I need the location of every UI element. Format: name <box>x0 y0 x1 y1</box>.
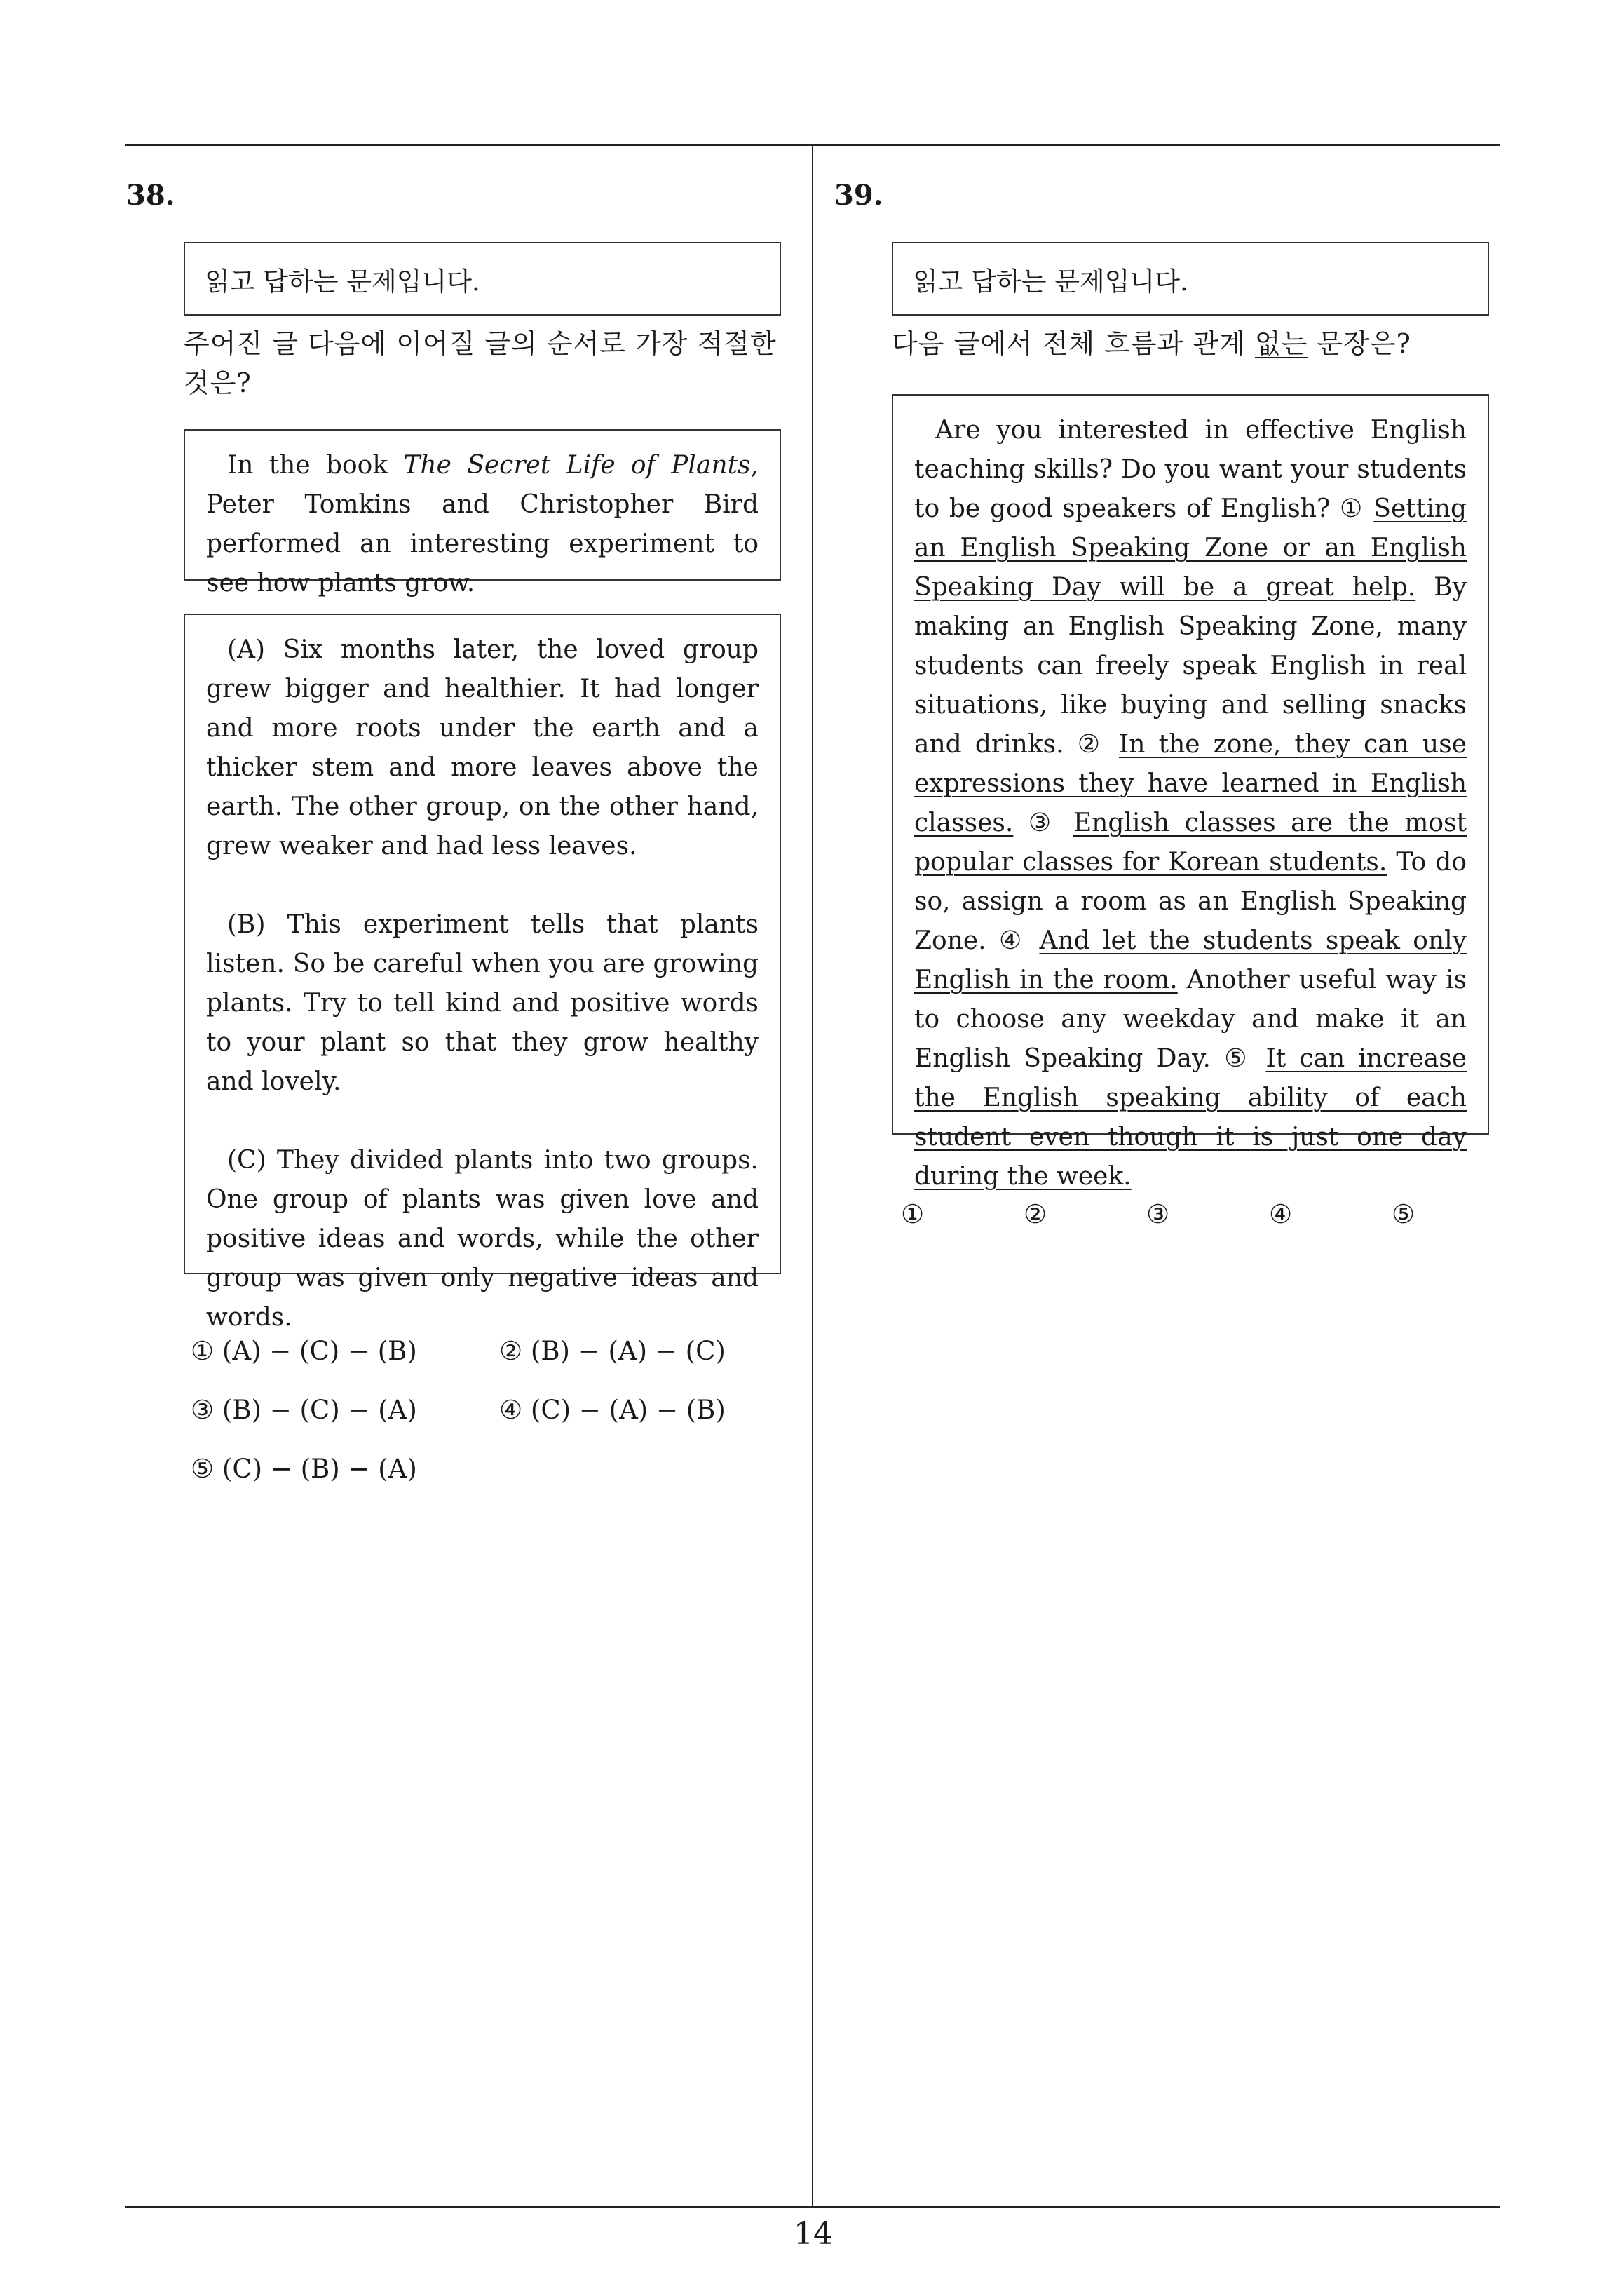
question-39-label: 읽고 답하는 문제입니다. <box>913 266 1188 297</box>
question-39-passage <box>914 411 1467 1196</box>
prompt-emphasis: 없는 <box>1254 328 1308 359</box>
choice-38-5[interactable]: ⑤ (C) − (B) − (A) <box>191 1454 417 1484</box>
question-38-prompt-line1: 주어진 글 다음에 이어질 글의 순서로 가장 적절한 <box>184 328 777 359</box>
question-38-label-box <box>184 242 781 316</box>
choice-39-4[interactable]: ④ <box>1269 1199 1293 1229</box>
choice-38-4[interactable]: ④ (C) − (A) − (B) <box>499 1395 726 1425</box>
sentence-5: It can increase the English speaking ability of each student even though it is just one day during the week. <box>914 1044 1467 1191</box>
question-38-prompt <box>184 324 801 403</box>
choice-39-2[interactable]: ② <box>1024 1199 1047 1229</box>
question-38-prompt-line2: 것은? <box>184 367 252 398</box>
page-number: 14 <box>794 2216 833 2252</box>
question-39-passage-box <box>892 394 1489 1191</box>
choice-38-1[interactable]: ① (A) − (C) − (B) <box>191 1336 417 1366</box>
choice-39-5[interactable]: ⑤ <box>1392 1199 1415 1229</box>
passage-text-1: Are you interested in effective English teaching skills? Do you want your students to be good speakers of English? <box>914 416 1467 523</box>
choice-38-3[interactable]: ③ (B) − (C) − (A) <box>191 1395 417 1425</box>
sentence-1: Setting an English Speaking Zone or an English Speaking Day will be a great help. <box>914 494 1467 602</box>
choice-38-2[interactable]: ② (B) − (A) − (C) <box>499 1336 726 1366</box>
question-38-number: 38. <box>126 179 175 212</box>
prompt-text-start: 다음 글에서 전체 흐름과 관계 <box>892 328 1255 359</box>
sentence-3: English classes are the most popular classes for Korean students. <box>914 809 1467 877</box>
prompt-text-end: 문장은? <box>1308 328 1411 359</box>
paragraph-c: (C) They divided plants into two groups. One group of plants was given love and positive ideas and words, while the other group was given only negative ideas and words. <box>206 1146 759 1332</box>
marker-3: ③ <box>1013 809 1073 837</box>
question-38-label: 읽고 답하는 문제입니다. <box>205 266 480 297</box>
marker-4: ④ <box>998 926 1040 955</box>
marker-1: ① <box>1340 494 1374 523</box>
question-38-intro <box>206 446 759 603</box>
bottom-rule <box>125 2206 1500 2208</box>
passage-text-4: Another useful way is to choose any weekday and make it an English Speaking Day. <box>914 966 1467 1073</box>
paragraph-a: (A) Six months later, the loved group grew bigger and healthier. It had longer and more roots under the earth and a thicker stem and more leaves above the earth. The other group, on the other hand, grew weaker and had less leaves. <box>206 635 759 860</box>
column-divider <box>812 144 813 2208</box>
question-38-intro-box <box>184 429 781 597</box>
passage-text-3: To do so, assign a room as an English Speaking Zone. <box>914 848 1467 955</box>
sentence-2: In the zone, they can use expressions they have learned in English classes. <box>914 730 1467 837</box>
sentence-4: And let the students speak only English in the room. <box>914 926 1467 994</box>
marker-5: ⑤ <box>1224 1044 1266 1073</box>
choice-39-3[interactable]: ③ <box>1146 1199 1170 1229</box>
question-39-label-box <box>892 242 1489 316</box>
intro-text-start: In the book <box>227 451 404 480</box>
choice-39-1[interactable]: ① <box>901 1199 925 1229</box>
paragraph-b: (B) This experiment tells that plants listen. So be careful when you are growing plants. Try to tell kind and positive words to your plant so that they grow healthy and lovely. <box>206 910 759 1096</box>
book-title: The Secret Life of Plants <box>403 451 751 480</box>
question-39-number: 39. <box>834 179 883 212</box>
marker-2: ② <box>1077 730 1120 759</box>
passage-text-2: By making an English Speaking Zone, many students can freely speak English in real situations, like buying and selling snacks and drinks. <box>914 573 1467 759</box>
question-38-paragraphs-box <box>184 614 781 1332</box>
question-39-prompt <box>892 324 1495 363</box>
intro-text-end: , Peter Tomkins and Christopher Bird performed an interesting experiment to see how plants grow. <box>206 451 759 597</box>
